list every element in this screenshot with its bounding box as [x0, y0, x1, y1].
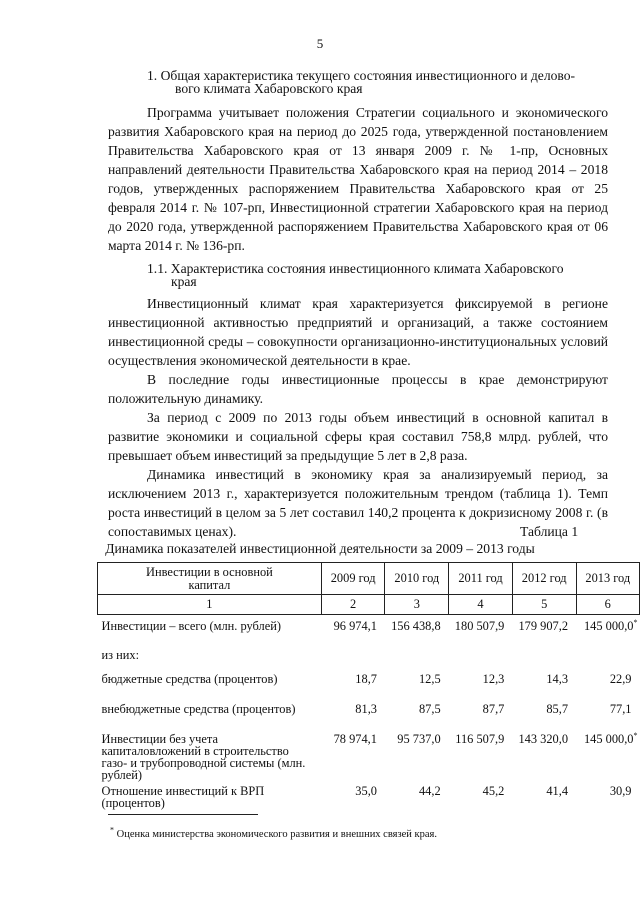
- cell-value: 143 320,0: [518, 731, 569, 746]
- cell-value-with-mark: [576, 730, 639, 785]
- column-number: 5: [512, 595, 576, 615]
- column-number: 6: [576, 595, 639, 615]
- row-label: внебюджетные средства (процентов): [101, 701, 296, 716]
- cell-value: 77,1: [609, 701, 632, 716]
- cell-value: 44,2: [418, 783, 441, 798]
- section-heading-1-line1: 1. Общая характеристика текущего состояния инвестиционного и делово-: [147, 68, 576, 83]
- column-number: 2: [321, 595, 385, 615]
- table-title: Динамика показателей инвестиционной деятельности за 2009 – 2013 годы: [105, 541, 535, 556]
- header-year: 2011 год: [449, 563, 513, 595]
- row-label: бюджетные средства (процентов): [101, 671, 278, 686]
- header-year: 2010 год: [385, 563, 449, 595]
- row-label: Инвестиции – всего (млн. рублей): [101, 619, 281, 633]
- table-row: [98, 703, 640, 733]
- cell-value: 35,0: [355, 783, 377, 798]
- investment-table: [97, 562, 640, 815]
- cell-value: 116 507,9: [455, 731, 505, 746]
- header-year: 2009 год: [321, 563, 385, 595]
- table-row: [98, 733, 640, 785]
- cell-value: 145 000,0: [583, 731, 634, 746]
- table-header-row: [98, 563, 640, 595]
- section-heading-1-line2: вого климата Хабаровского края: [175, 81, 363, 96]
- cell-value: 18,7: [355, 671, 377, 686]
- cell-value: 45,2: [482, 783, 505, 798]
- cell-value: 22,9: [609, 671, 632, 686]
- footnote-text: Оценка министерства экономического развития и внешних связей края.: [116, 829, 438, 840]
- table-row: [98, 649, 640, 673]
- cell-value: 87,7: [482, 701, 505, 716]
- cell-value: 145 000,0: [583, 619, 634, 633]
- paragraph-volume-text: За период с 2009 по 2013 годы объем инвестиций в основной капитал в развитие экономики и социальной сферы края составил 758,8 млрд. рублей, что превышает объем инвестиций за предыдущие 5 лет в 2,8 раза.: [108, 410, 608, 463]
- footnote-separator: [108, 814, 258, 815]
- footnote-mark: *: [110, 825, 114, 835]
- cell-value: 85,7: [546, 701, 569, 716]
- row-label: из них:: [101, 647, 140, 662]
- table-row: [98, 673, 640, 703]
- cell-value: 81,3: [355, 701, 377, 716]
- section-heading-1-1-line2: края: [171, 274, 197, 289]
- column-number: 1: [98, 595, 322, 615]
- cell-value: 12,5: [418, 671, 441, 686]
- cell-value: 12,3: [482, 671, 505, 686]
- row-label: Отношение инвестиций к ВРП (процентов): [101, 783, 265, 810]
- column-number: 3: [385, 595, 449, 615]
- cell-value: 78 974,1: [333, 731, 377, 746]
- paragraph-program: [108, 103, 608, 255]
- cell-value: 41,4: [546, 783, 569, 798]
- cell-value: 30,9: [609, 783, 632, 798]
- paragraph-climate: [108, 294, 608, 541]
- paragraph-trend-text: Динамика инвестиций в экономику края за анализируемый период, за исключением 2013 г., характеризуется положительным трендом (таблица 1). Темп роста инвестиций в целом за 5 лет составил 140,2 процента к докризисному 2008 г. (в сопоставимых ценах).: [108, 467, 608, 539]
- cell-value: 87,5: [418, 701, 441, 716]
- footnote-mark: *: [633, 617, 638, 627]
- footnote-mark: *: [633, 730, 638, 740]
- paragraph-climate-text: Инвестиционный климат края характеризуется фиксируемой в регионе инвестиционной активностью предприятий и организаций, а также состоянием инвестиционной среды – совокупности организационно-институциональных условий осуществления экономической деятельности в крае.: [108, 296, 608, 368]
- section-heading-1: [147, 69, 575, 95]
- page-number: 5: [316, 36, 324, 51]
- cell-value: 180 507,9: [454, 619, 505, 633]
- column-number: 4: [449, 595, 513, 615]
- section-heading-1-1-line1: 1.1. Характеристика состояния инвестиционного климата Хабаровского: [147, 261, 564, 276]
- cell-value: 95 737,0: [397, 731, 441, 746]
- cell-value: 96 974,1: [333, 619, 377, 633]
- table-label: Таблица 1: [520, 524, 579, 539]
- cell-value: 156 438,8: [391, 619, 441, 633]
- section-heading-1-1: [147, 262, 564, 288]
- header-year: 2013 год: [576, 563, 639, 595]
- paragraph-dynamics-text: В последние годы инвестиционные процессы в крае демонстрируют положительную динамику.: [108, 372, 608, 406]
- table-row: [98, 785, 640, 815]
- paragraph-program-text: Программа учитывает положения Стратегии социального и экономического развития Хабаровского края на период до 2025 года, утвержденной постановлением Правительства Хабаровского края от 13 января 2009 г. № 1-пр, Основных направлений деятельности Правительства Хабаровского края на период 2014 – 2018 годов, утвержденных распоряжением Правительства Хабаровского края от 25 февраля 2014 г. № 107-рп, Инвестиционной стратегии Хабаровского края на период до 2020 года, утвержденной распоряжением Правительства Хабаровского края от 06 марта 2014 г. № 136-рп.: [108, 105, 608, 253]
- cell-value: 179 907,2: [518, 619, 569, 633]
- footnote: [110, 825, 438, 840]
- row-label: Инвестиции без учета капиталовложений в строительство газо- и трубопроводной системы (млн. рублей): [101, 731, 306, 782]
- cell-value-with-mark: [576, 615, 639, 649]
- table-column-numbers-row: [98, 595, 640, 615]
- header-year: 2012 год: [512, 563, 576, 595]
- table-row: [98, 615, 640, 649]
- header-investments: Инвестиции в основной капитал: [98, 563, 322, 595]
- cell-value: 14,3: [546, 671, 569, 686]
